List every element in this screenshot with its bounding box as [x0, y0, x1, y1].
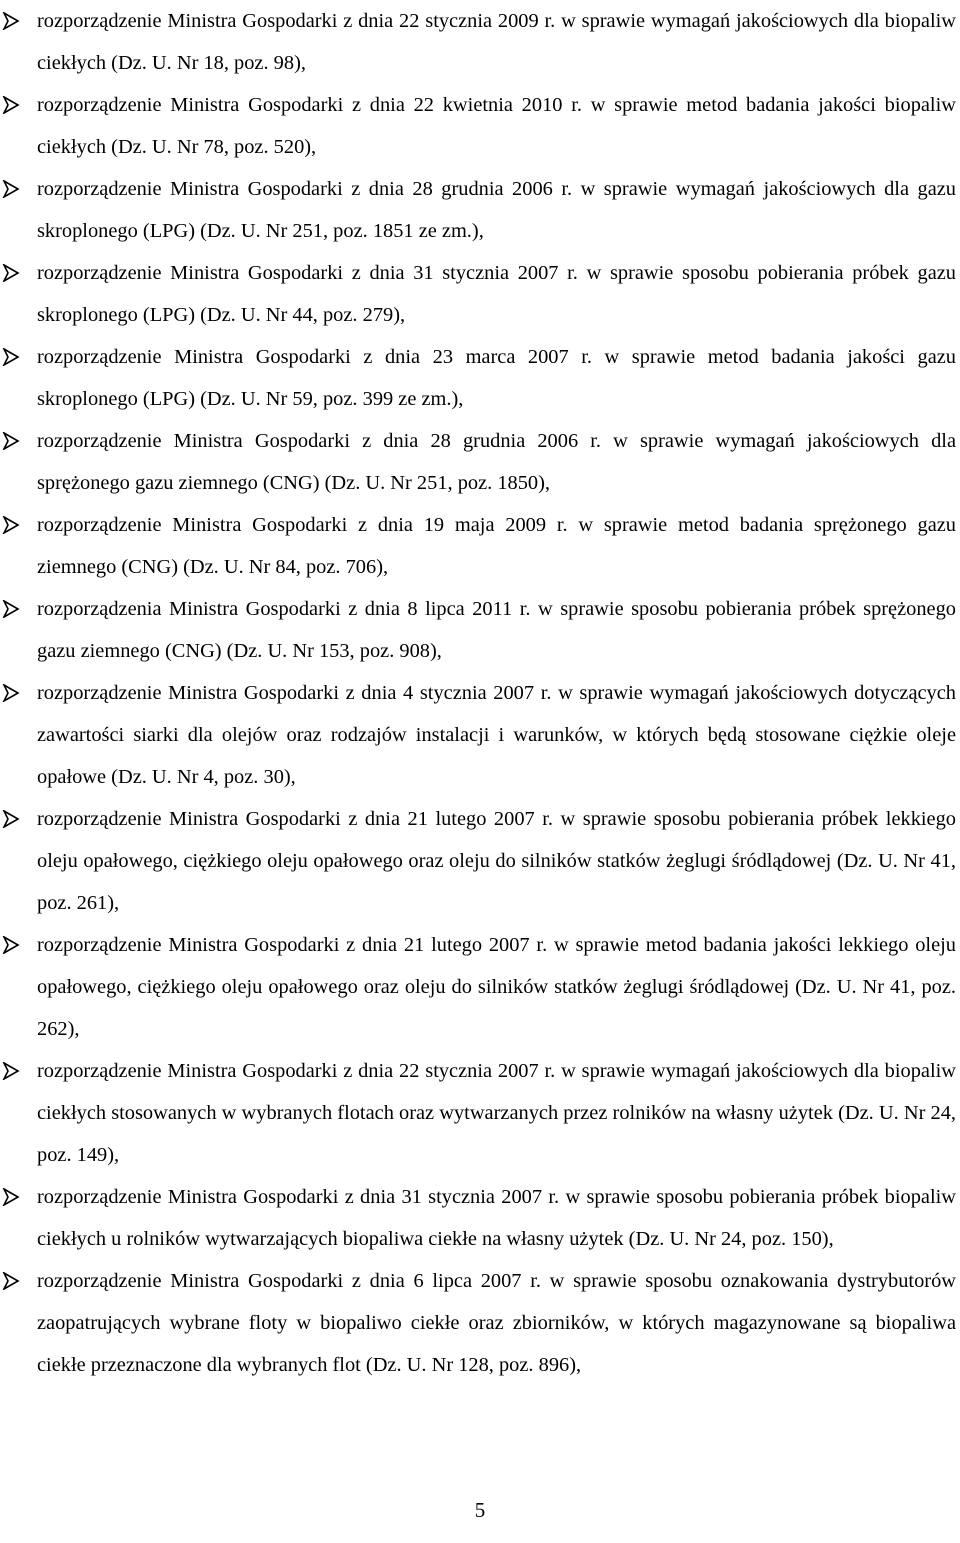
- list-item-text: rozporządzenie Ministra Gospodarki z dnia 21 lutego 2007 r. w sprawie sposobu pobierania próbek lekkiego oleju opałowego, ciężkiego oleju opałowego oraz oleju do silników statków żeglugi śródlądowej (Dz. U. Nr 41, poz. 261),: [37, 808, 956, 914]
- list-item-text: rozporządzenie Ministra Gospodarki z dnia 22 stycznia 2007 r. w sprawie wymagań jakościowych dla biopaliw ciekłych stosowanych w wybranych flotach oraz wytwarzanych przez rolników na własny użytek (Dz. U. Nr 24, poz. 149),: [37, 1060, 956, 1166]
- list-item-text: rozporządzenie Ministra Gospodarki z dnia 28 grudnia 2006 r. w sprawie wymagań jakościowych dla sprężonego gazu ziemnego (CNG) (Dz. U. Nr 251, poz. 1850),: [37, 430, 956, 494]
- arrowhead-bullet-icon: [1, 0, 23, 42]
- list-item: [0, 588, 960, 672]
- list-item-text: rozporządzenie Ministra Gospodarki z dnia 22 stycznia 2009 r. w sprawie wymagań jakościowych dla biopaliw ciekłych (Dz. U. Nr 18, poz. 98),: [37, 10, 956, 74]
- arrowhead-bullet-icon: [1, 588, 23, 630]
- arrowhead-bullet-icon: [1, 252, 23, 294]
- list-item-text: rozporządzenie Ministra Gospodarki z dnia 4 stycznia 2007 r. w sprawie wymagań jakościowych dotyczących zawartości siarki dla olejów oraz rodzajów instalacji i warunków, w których będą stosowane ciężkie oleje opałowe (Dz. U. Nr 4, poz. 30),: [37, 682, 956, 788]
- list-item: [0, 0, 960, 84]
- list-item: [0, 1260, 960, 1386]
- list-item-text: rozporządzenie Ministra Gospodarki z dnia 21 lutego 2007 r. w sprawie metod badania jakości lekkiego oleju opałowego, ciężkiego oleju opałowego oraz oleju do silników statków żeglugi śródlądowej (Dz. U. Nr 41, poz. 262),: [37, 934, 956, 1040]
- arrowhead-bullet-icon: [1, 84, 23, 126]
- list-item: [0, 504, 960, 588]
- list-item-text: rozporządzenie Ministra Gospodarki z dnia 6 lipca 2007 r. w sprawie sposobu oznakowania dystrybutorów zaopatrujących wybrane floty w biopaliwo ciekłe oraz zbiorników, w których magazynowane są biopaliwa ciekłe przeznaczone dla wybranych flot (Dz. U. Nr 128, poz. 896),: [37, 1270, 956, 1376]
- list-item: [0, 84, 960, 168]
- list-item: [0, 168, 960, 252]
- arrowhead-bullet-icon: [1, 1176, 23, 1218]
- list-item: [0, 420, 960, 504]
- list-item: [0, 798, 960, 924]
- list-item-text: rozporządzenia Ministra Gospodarki z dnia 8 lipca 2011 r. w sprawie sposobu pobierania próbek sprężonego gazu ziemnego (CNG) (Dz. U. Nr 153, poz. 908),: [37, 598, 956, 662]
- list-item-text: rozporządzenie Ministra Gospodarki z dnia 19 maja 2009 r. w sprawie metod badania sprężonego gazu ziemnego (CNG) (Dz. U. Nr 84, poz. 706),: [37, 514, 956, 578]
- list-item: [0, 1050, 960, 1176]
- arrowhead-bullet-icon: [1, 1260, 23, 1302]
- list-item-text: rozporządzenie Ministra Gospodarki z dnia 31 stycznia 2007 r. w sprawie sposobu pobierania próbek gazu skroplonego (LPG) (Dz. U. Nr 44, poz. 279),: [37, 262, 956, 326]
- list-item: [0, 672, 960, 798]
- list-item-text: rozporządzenie Ministra Gospodarki z dnia 23 marca 2007 r. w sprawie metod badania jakości gazu skroplonego (LPG) (Dz. U. Nr 59, poz. 399 ze zm.),: [37, 346, 956, 410]
- list-item: [0, 252, 960, 336]
- list-item-text: rozporządzenie Ministra Gospodarki z dnia 28 grudnia 2006 r. w sprawie wymagań jakościowych dla gazu skroplonego (LPG) (Dz. U. Nr 251, poz. 1851 ze zm.),: [37, 178, 956, 242]
- arrowhead-bullet-icon: [1, 924, 23, 966]
- list-item-text: rozporządzenie Ministra Gospodarki z dnia 31 stycznia 2007 r. w sprawie sposobu pobierania próbek biopaliw ciekłych u rolników wytwarzających biopaliwa ciekłe na własny użytek (Dz. U. Nr 24, poz. 150),: [37, 1186, 956, 1250]
- arrowhead-bullet-icon: [1, 798, 23, 840]
- arrowhead-bullet-icon: [1, 672, 23, 714]
- arrowhead-bullet-icon: [1, 1050, 23, 1092]
- arrowhead-bullet-icon: [1, 168, 23, 210]
- arrowhead-bullet-icon: [1, 336, 23, 378]
- list-item: [0, 336, 960, 420]
- page-number: 5: [474, 1498, 486, 1522]
- arrowhead-bullet-icon: [1, 420, 23, 462]
- list-item-text: rozporządzenie Ministra Gospodarki z dnia 22 kwietnia 2010 r. w sprawie metod badania jakości biopaliw ciekłych (Dz. U. Nr 78, poz. 520),: [37, 94, 956, 158]
- list-item: [0, 924, 960, 1050]
- list-item: [0, 1176, 960, 1260]
- arrowhead-bullet-icon: [1, 504, 23, 546]
